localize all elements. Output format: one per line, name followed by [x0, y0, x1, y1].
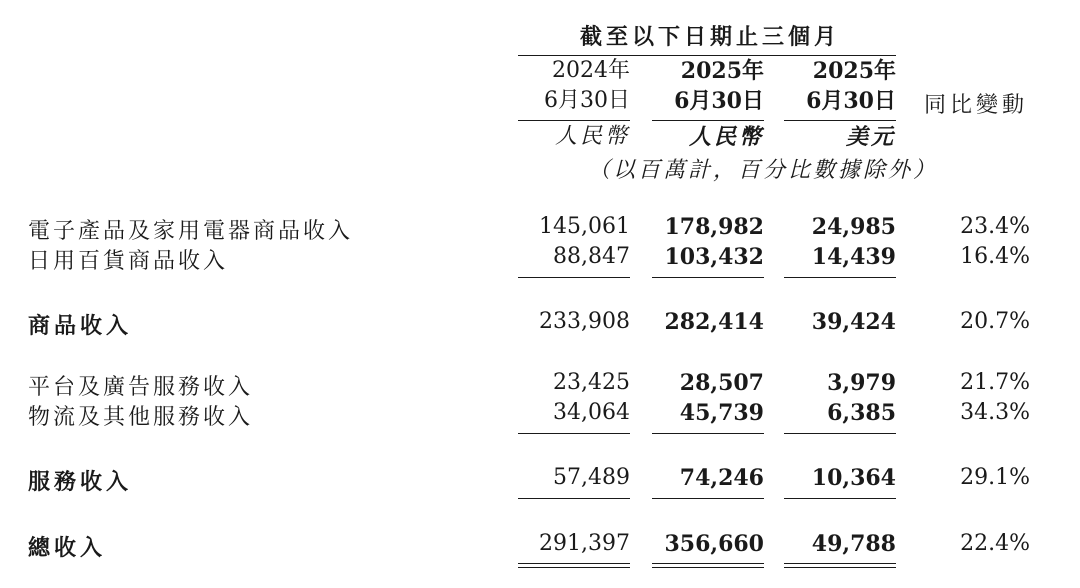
subtotal-rule — [784, 433, 896, 434]
cell-yoy: 29.1% — [960, 465, 1030, 490]
cell-yoy: 21.7% — [960, 370, 1030, 395]
col2-date: 6月30日 — [674, 88, 764, 114]
cell-2024: 34,064 — [553, 400, 630, 425]
row-label-logistics-other: 物流及其他服務收入 — [28, 405, 254, 430]
col1-year: 2024年 — [552, 58, 630, 83]
col2-currency: 人民幣 — [688, 124, 764, 150]
cell-2025-rmb: 356,660 — [664, 531, 764, 557]
subtotal-rule — [518, 433, 630, 434]
yoy-header: 同比變動 — [924, 93, 1029, 118]
col3-year: 2025年 — [812, 58, 896, 84]
total-double-rule — [518, 563, 630, 564]
cell-yoy: 34.3% — [960, 400, 1030, 425]
cell-2024: 88,847 — [553, 244, 630, 269]
total-double-rule — [518, 567, 630, 568]
cell-2024: 145,061 — [539, 214, 630, 239]
cell-yoy: 16.4% — [960, 244, 1030, 269]
subtotal-rule — [784, 498, 896, 499]
col3-header-rule — [784, 120, 896, 121]
total-double-rule — [652, 563, 764, 564]
subtotal-rule — [652, 498, 764, 499]
col1-date: 6月30日 — [544, 88, 630, 113]
cell-yoy: 22.4% — [960, 531, 1030, 556]
cell-2025-usd: 10,364 — [811, 465, 896, 491]
row-label-general-merchandise: 日用百貨商品收入 — [28, 249, 229, 274]
cell-2025-rmb: 74,246 — [679, 465, 764, 491]
total-double-rule — [652, 567, 764, 568]
cell-2025-usd: 49,788 — [811, 531, 896, 557]
subtotal-rule — [518, 498, 630, 499]
cell-yoy: 20.7% — [960, 309, 1030, 334]
cell-2025-usd: 24,985 — [811, 214, 896, 240]
subtotal-rule — [518, 277, 630, 278]
col2-year: 2025年 — [680, 58, 764, 84]
subtotal-rule — [652, 277, 764, 278]
cell-yoy: 23.4% — [960, 214, 1030, 239]
row-label-service-revenue: 服務收入 — [28, 469, 133, 495]
cell-2024: 233,908 — [539, 309, 630, 334]
unit-note: （以百萬計，百分比數據除外） — [588, 158, 939, 183]
cell-2025-rmb: 28,507 — [679, 370, 764, 396]
cell-2025-usd: 3,979 — [827, 370, 896, 396]
period-title: 截至以下日期止三個月 — [579, 24, 840, 50]
col1-currency: 人民幣 — [554, 124, 630, 149]
col2-header-rule — [652, 120, 764, 121]
cell-2025-usd: 6,385 — [827, 400, 896, 426]
cell-2025-rmb: 282,414 — [664, 309, 764, 335]
row-label-total-revenue: 總收入 — [28, 535, 107, 561]
col3-date: 6月30日 — [806, 88, 896, 114]
cell-2024: 57,489 — [553, 465, 630, 490]
subtotal-rule — [652, 433, 764, 434]
cell-2024: 23,425 — [553, 370, 630, 395]
row-label-electronics: 電子產品及家用電器商品收入 — [28, 219, 354, 244]
cell-2025-rmb: 103,432 — [664, 244, 764, 270]
cell-2025-usd: 14,439 — [811, 244, 896, 270]
cell-2025-rmb: 178,982 — [664, 214, 764, 240]
row-label-platform-ads: 平台及廣告服務收入 — [28, 375, 254, 400]
total-double-rule — [784, 563, 896, 564]
col1-header-rule — [518, 120, 630, 121]
col3-currency: 美元 — [845, 124, 896, 150]
cell-2024: 291,397 — [539, 531, 630, 556]
row-label-product-revenue: 商品收入 — [28, 313, 133, 339]
cell-2025-rmb: 45,739 — [679, 400, 764, 426]
total-double-rule — [784, 567, 896, 568]
subtotal-rule — [784, 277, 896, 278]
cell-2025-usd: 39,424 — [811, 309, 896, 335]
